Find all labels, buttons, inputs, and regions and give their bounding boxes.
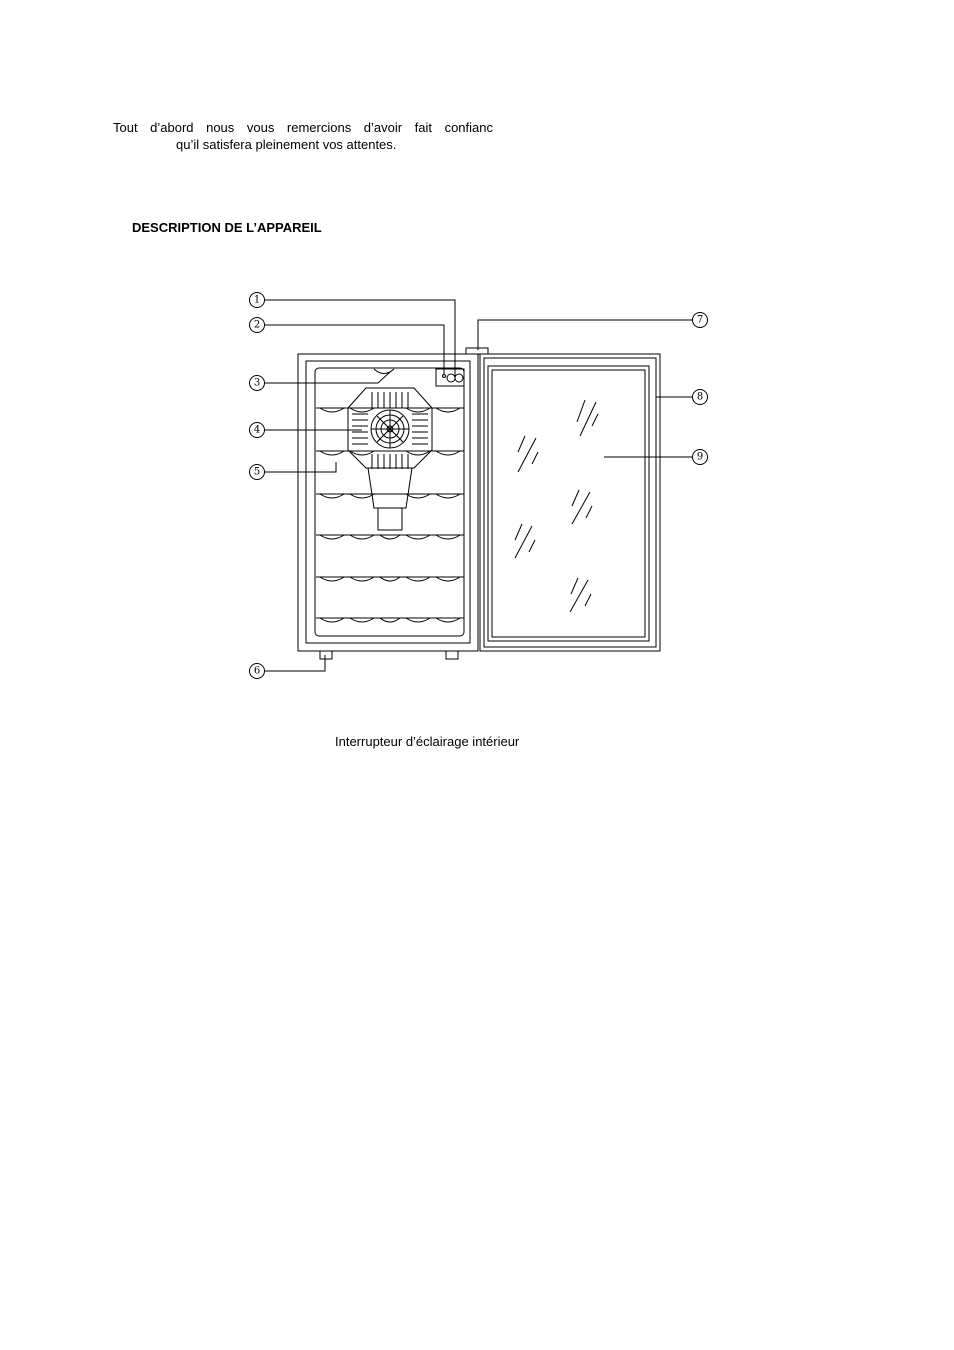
interior-light bbox=[374, 369, 394, 374]
adjustable-feet bbox=[320, 651, 458, 659]
intro-text-line-2: qu’il satisfera pleinement vos attentes. bbox=[176, 137, 397, 152]
section-title: DESCRIPTION DE L’APPAREIL bbox=[132, 220, 322, 235]
glass-door bbox=[492, 370, 645, 637]
appliance-diagram bbox=[240, 285, 720, 685]
callout-6: 6 bbox=[253, 665, 261, 677]
callout-1: 1 bbox=[253, 294, 261, 306]
light-switch bbox=[466, 348, 488, 354]
cabinet-outline bbox=[298, 354, 478, 651]
control-panel bbox=[436, 369, 464, 386]
door-frame bbox=[480, 354, 660, 651]
callout-9: 9 bbox=[696, 451, 704, 463]
callout-3: 3 bbox=[253, 377, 261, 389]
intro-text-line-1: Tout d’abord nous vous remercions d’avoir fait confianc bbox=[113, 120, 493, 135]
callout-4: 4 bbox=[253, 424, 261, 436]
air-duct bbox=[368, 468, 412, 530]
caption-light-switch: Interrupteur d’éclairage intérieur bbox=[335, 734, 520, 749]
callout-5: 5 bbox=[253, 466, 261, 478]
fan-icon bbox=[371, 410, 409, 448]
callout-2: 2 bbox=[253, 319, 261, 331]
callout-8: 8 bbox=[696, 391, 704, 403]
callout-7: 7 bbox=[696, 314, 704, 326]
